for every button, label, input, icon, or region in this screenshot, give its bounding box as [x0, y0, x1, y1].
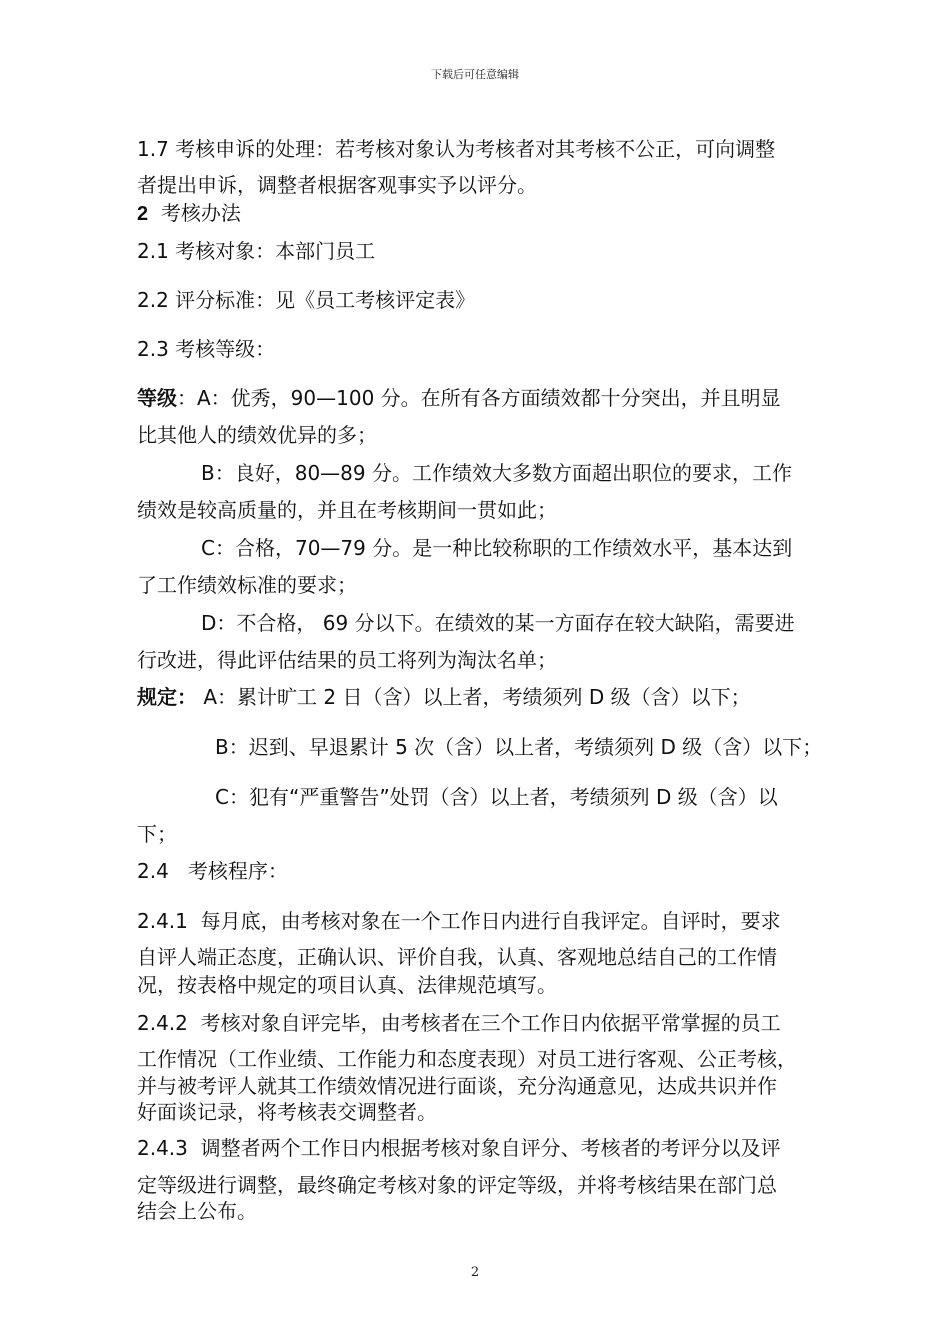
rule-text: A：累计旷工 2 日（含）以上者，考绩须列 D 级（含）以下；: [197, 685, 751, 709]
text-line: D：不合格， 69 分以下。在绩效的某一方面存在较大缺陷，需要进: [201, 611, 795, 635]
text-line: 1.7 考核申诉的处理：若考核对象认为考核者对其考核不公正，可向调整: [137, 137, 776, 161]
text-line: 2.4.2 考核对象自评完毕，由考核者在三个工作日内依据平常掌握的员工: [137, 1011, 781, 1035]
text-line: 2.4.3 调整者两个工作日内根据考核对象自评分、考核者的考评分以及评: [137, 1136, 781, 1160]
text-line: 好面谈记录，将考核表交调整者。: [137, 1100, 437, 1124]
text-line: 结会上公布。: [137, 1199, 257, 1223]
text-line: C：犯有“严重警告”处罚（含）以上者，考绩须列 D 级（含）以: [215, 785, 778, 809]
text-line: 2.2 评分标准：见《员工考核评定表》: [137, 288, 476, 312]
rule-line: [137, 684, 751, 710]
text-line: 并与被考评人就其工作绩效情况进行面谈，充分沟通意见，达成共识并作: [137, 1074, 777, 1098]
text-line: 自评人端正态度，正确认识、评价自我，认真、客观地总结自己的工作情: [137, 945, 777, 969]
grade-line: [137, 385, 781, 411]
text-line: 2.4.1 每月底，由考核对象在一个工作日内进行自我评定。自评时，要求: [137, 909, 781, 933]
text-line: 比其他人的绩效优异的多；: [137, 423, 377, 447]
section-heading: [137, 200, 241, 227]
text-line: C：合格，70—79 分。是一种比较称职的工作绩效水平，基本达到: [201, 536, 793, 560]
grade-text: ：A：优秀，90—100 分。在所有各方面绩效都十分突出，并且明显: [177, 386, 781, 410]
page-header-note: 下载后可任意编辑: [431, 68, 519, 81]
text-line: 绩效是较高质量的，并且在考核期间一贯如此；: [137, 498, 557, 522]
grade-label: 等级: [137, 386, 177, 410]
text-line: 了工作绩效标准的要求；: [137, 573, 357, 597]
text-line: 下；: [137, 822, 177, 846]
text-line: B：迟到、早退累计 5 次（含）以上者，考绩须列 D 级（含）以下；: [215, 735, 823, 759]
text-line: 2.3 考核等级：: [137, 337, 276, 361]
text-line: 行改进，得此评估结果的员工将列为淘汰名单；: [137, 648, 557, 672]
section-number: 2: [137, 203, 149, 225]
text-line: 定等级进行调整，最终确定考核对象的评定等级，并将考核结果在部门总: [137, 1173, 777, 1197]
page-number: 2: [470, 1265, 480, 1280]
text-line: B：良好，80—89 分。工作绩效大多数方面超出职位的要求，工作: [201, 461, 792, 485]
text-line: 2.4 考核程序：: [137, 859, 288, 883]
text-line: 者提出申诉，调整者根据客观事实予以评分。: [137, 173, 537, 197]
section-title: 考核办法: [148, 201, 241, 225]
text-line: 况，按表格中规定的项目认真、法律规范填写。: [137, 973, 557, 997]
text-line: 工作情况（工作业绩、工作能力和态度表现）对员工进行客观、公正考核，: [137, 1047, 797, 1071]
rule-label: 规定：: [137, 685, 197, 709]
text-line: 2.1 考核对象：本部门员工: [137, 239, 376, 263]
